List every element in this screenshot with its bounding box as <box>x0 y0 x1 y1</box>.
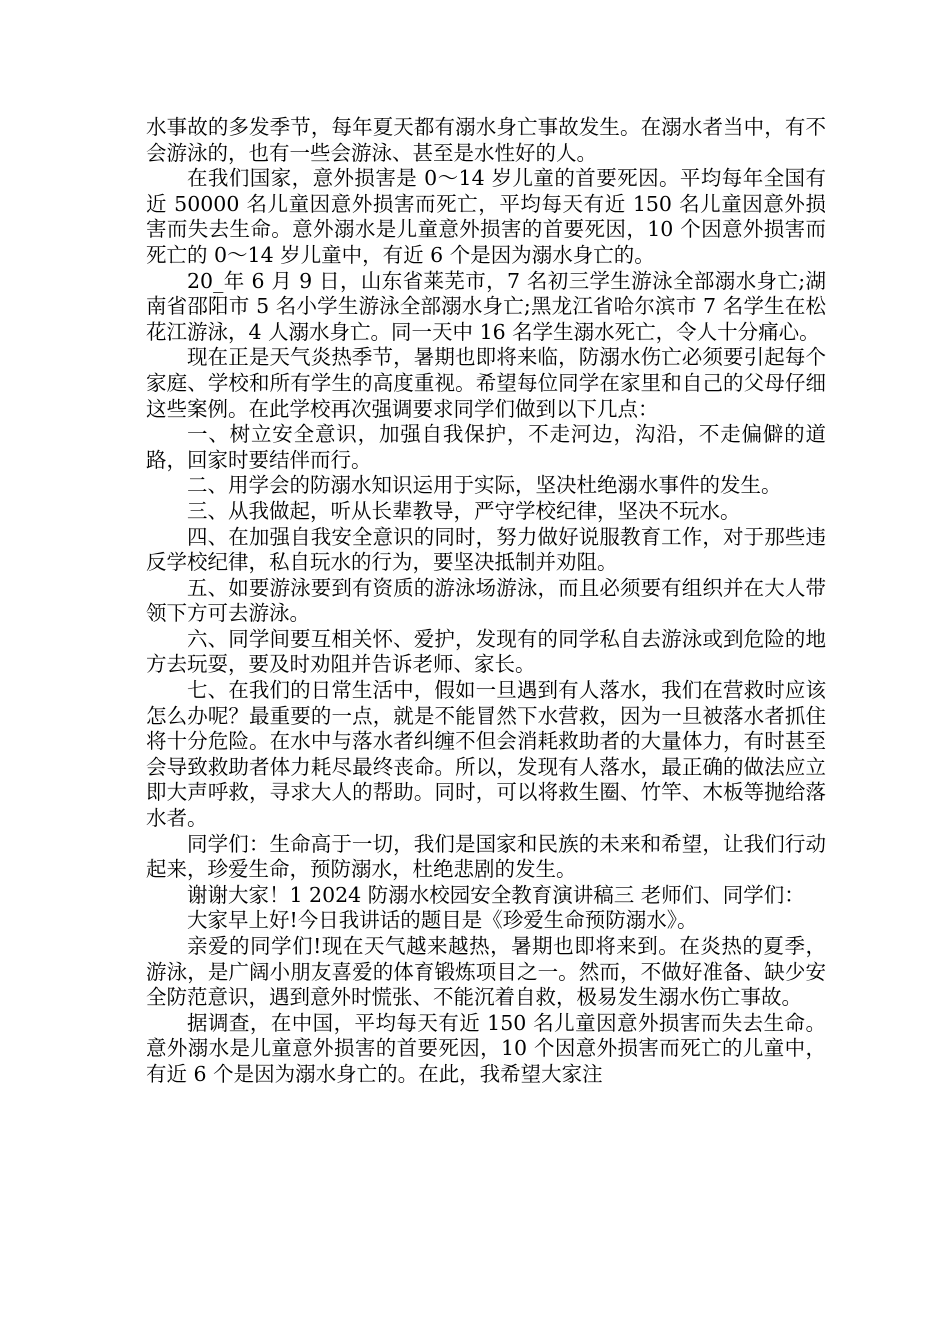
list-item: 六、同学间要互相关怀、爱护，发现有的同学私自去游泳或到危险的地方去玩耍，要及时劝阻并告诉老师、家长。 <box>146 626 826 677</box>
paragraph: 据调查，在中国，平均每天有近 150 名儿童因意外损害而失去生命。意外溺水是儿童意外损害的首要死因，10 个因意外损害而死亡的儿童中，有近 6 个是因为溺水身亡的。在此，我希望大家注 <box>146 1010 826 1086</box>
paragraph: 水事故的多发季节，每年夏天都有溺水身亡事故发生。在溺水者当中，有不会游泳的，也有一些会游泳、甚至是水性好的人。 <box>146 115 826 165</box>
document-body <box>146 115 826 1088</box>
list-item: 一、树立安全意识，加强自我保护，不走河边，沟沿，不走偏僻的道路，回家时要结伴而行。 <box>146 422 826 472</box>
list-item: 三、从我做起，听从长辈教导，严守学校纪律，坚决不玩水。 <box>187 498 741 523</box>
paragraph: 20_年 6 月 9 日，山东省莱芜市，7 名初三学生游泳全部溺水身亡;湖南省邵阳市 5 名小学生游泳全部溺水身亡;黑龙江省哈尔滨市 7 名学生在松花江游泳，4 人溺水身亡。同一天中 16 名学生溺水死亡，令人十分痛心。 <box>146 268 826 344</box>
paragraph: 同学们：生命高于一切，我们是国家和民族的未来和希望，让我们行动起来，珍爱生命，预防溺水，杜绝悲剧的发生。 <box>146 831 826 882</box>
list-item: 二、用学会的防溺水知识运用于实际，坚决杜绝溺水事件的发生。 <box>187 473 782 498</box>
paragraph: 亲爱的同学们!现在天气越来越热，暑期也即将来到。在炎热的夏季，游泳，是广阔小朋友喜爱的体育锻炼项目之一。然而，不做好准备、缺少安全防范意识，遇到意外时慌张、不能沉着自救，极易发生溺水伤亡事故。 <box>146 934 826 1010</box>
paragraph: 在我们国家，意外损害是 0～14 岁儿童的首要死因。平均每年全国有近 50000 名儿童因意外损害而死亡，平均每天有近 150 名儿童因意外损害而失去生命。意外溺水是儿童意外损害的首要死因，10 个因意外损害而死亡的 0～14 岁儿童中，有近 6 个是因为溺水身亡的。 <box>146 166 826 267</box>
list-item: 七、在我们的日常生活中，假如一旦遇到有人落水，我们在营救时应该怎么办呢？最重要的一点，就是不能冒然下水营救，因为一旦被落水者抓住将十分危险。在水中与落水者纠缠不但会消耗救助者的大量体力，有时甚至会导致救助者体力耗尽最终丧命。所以，发现有人落水，最正确的做法应立即大声呼救，寻求大人的帮助。同时，可以将救生圈、竹竿、木板等抛给落水者。 <box>146 678 826 831</box>
list-item: 五、如要游泳要到有资质的游泳场游泳，而且必须要有组织并在大人带领下方可去游泳。 <box>146 575 826 626</box>
paragraph: 现在正是天气炎热季节，暑期也即将来临，防溺水伤亡必须要引起每个家庭、学校和所有学生的高度重视。希望每位同学在家里和自己的父母仔细这些案例。在此学校再次强调要求同学们做到以下几点： <box>146 345 826 421</box>
paragraph: 大家早上好!今日我讲话的题目是《珍爱生命预防溺水》。 <box>187 908 698 933</box>
list-item: 四、在加强自我安全意识的同时，努力做好说服教育工作，对于那些违反学校纪律，私自玩水的行为，要坚决抵制并劝阻。 <box>146 524 826 575</box>
paragraph: 谢谢大家！1 2024 防溺水校园安全教育演讲稿三 老师们、同学们： <box>187 882 805 907</box>
